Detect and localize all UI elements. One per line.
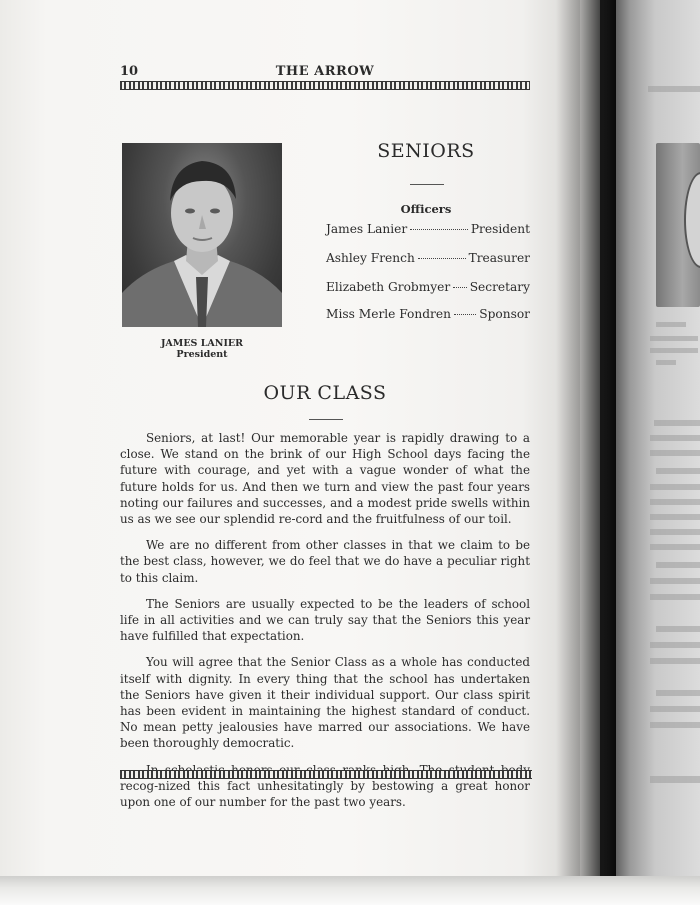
officer-role: Treasurer — [468, 251, 530, 265]
officer-role: President — [470, 222, 530, 236]
right-page-faded-content — [612, 0, 700, 905]
paragraph: We are no different from other classes in that we claim to be the best class, however, we do feel that we do have a peculiar right to this claim. — [120, 538, 530, 585]
heading-rule — [410, 184, 444, 185]
officer-name: Miss Merle Fondren — [326, 307, 451, 321]
officer-name: James Lanier — [326, 222, 408, 236]
paragraph: Seniors, at last! Our memorable year is rapidly drawing to a close. We stand on the brink of our High School days facing the future with courage, and yet with a vague wonder of what the future holds for us. And then we turn and view the past four years noting our failures and successes, and a modest pride swells within us as we see our splendid re-cord and the fruitfulness of our toil. — [120, 431, 530, 527]
leader-dots — [453, 287, 466, 288]
officer-role: Sponsor — [479, 307, 530, 321]
seniors-heading: SENIORS — [377, 140, 475, 162]
officer-name: Elizabeth Grobmyer — [326, 280, 451, 294]
article-body — [120, 430, 530, 820]
paragraph: The Seniors are usually expected to be the leaders of school life in all activities and we can truly say that the Seniors this year have fulfilled that expectation. — [120, 596, 530, 644]
officer-row — [326, 280, 530, 294]
officer-role: Secretary — [469, 280, 530, 294]
officer-row — [326, 251, 530, 265]
photo-caption — [122, 338, 282, 360]
president-portrait — [122, 143, 282, 327]
leader-dots — [410, 229, 468, 230]
leader-dots — [454, 314, 476, 315]
book-gutter-shadow — [556, 0, 616, 905]
caption-title: President — [176, 349, 228, 360]
our-class-heading: OUR CLASS — [263, 382, 387, 404]
paragraph: recog-nized this fact unhesitatingly by bestowing a great honor upon one of our number for the past two years. — [120, 778, 530, 810]
officers-heading: Officers — [400, 202, 452, 216]
page-number: 10 — [120, 64, 139, 79]
page-header — [120, 64, 530, 80]
page-bottom-edge — [0, 876, 700, 905]
running-title: THE ARROW — [275, 64, 375, 79]
decorative-border-top — [120, 81, 530, 90]
leader-dots — [418, 258, 466, 259]
caption-name: JAMES LANIER — [160, 338, 244, 349]
heading-rule — [309, 419, 343, 420]
decorative-border-bottom — [120, 770, 532, 779]
officer-row — [326, 307, 530, 321]
paragraph: You will agree that the Senior Class as a whole has conducted itself with dignity. In every thing that the school has undertaken the Seniors have given it their individual support. Our class spirit has been evident in maintaining the highest standard of conduct. No mean petty jealousies have marred our associations. We have been thoroughly democratic. — [120, 655, 530, 751]
officer-row — [326, 222, 530, 236]
officer-name: Ashley French — [326, 251, 415, 265]
